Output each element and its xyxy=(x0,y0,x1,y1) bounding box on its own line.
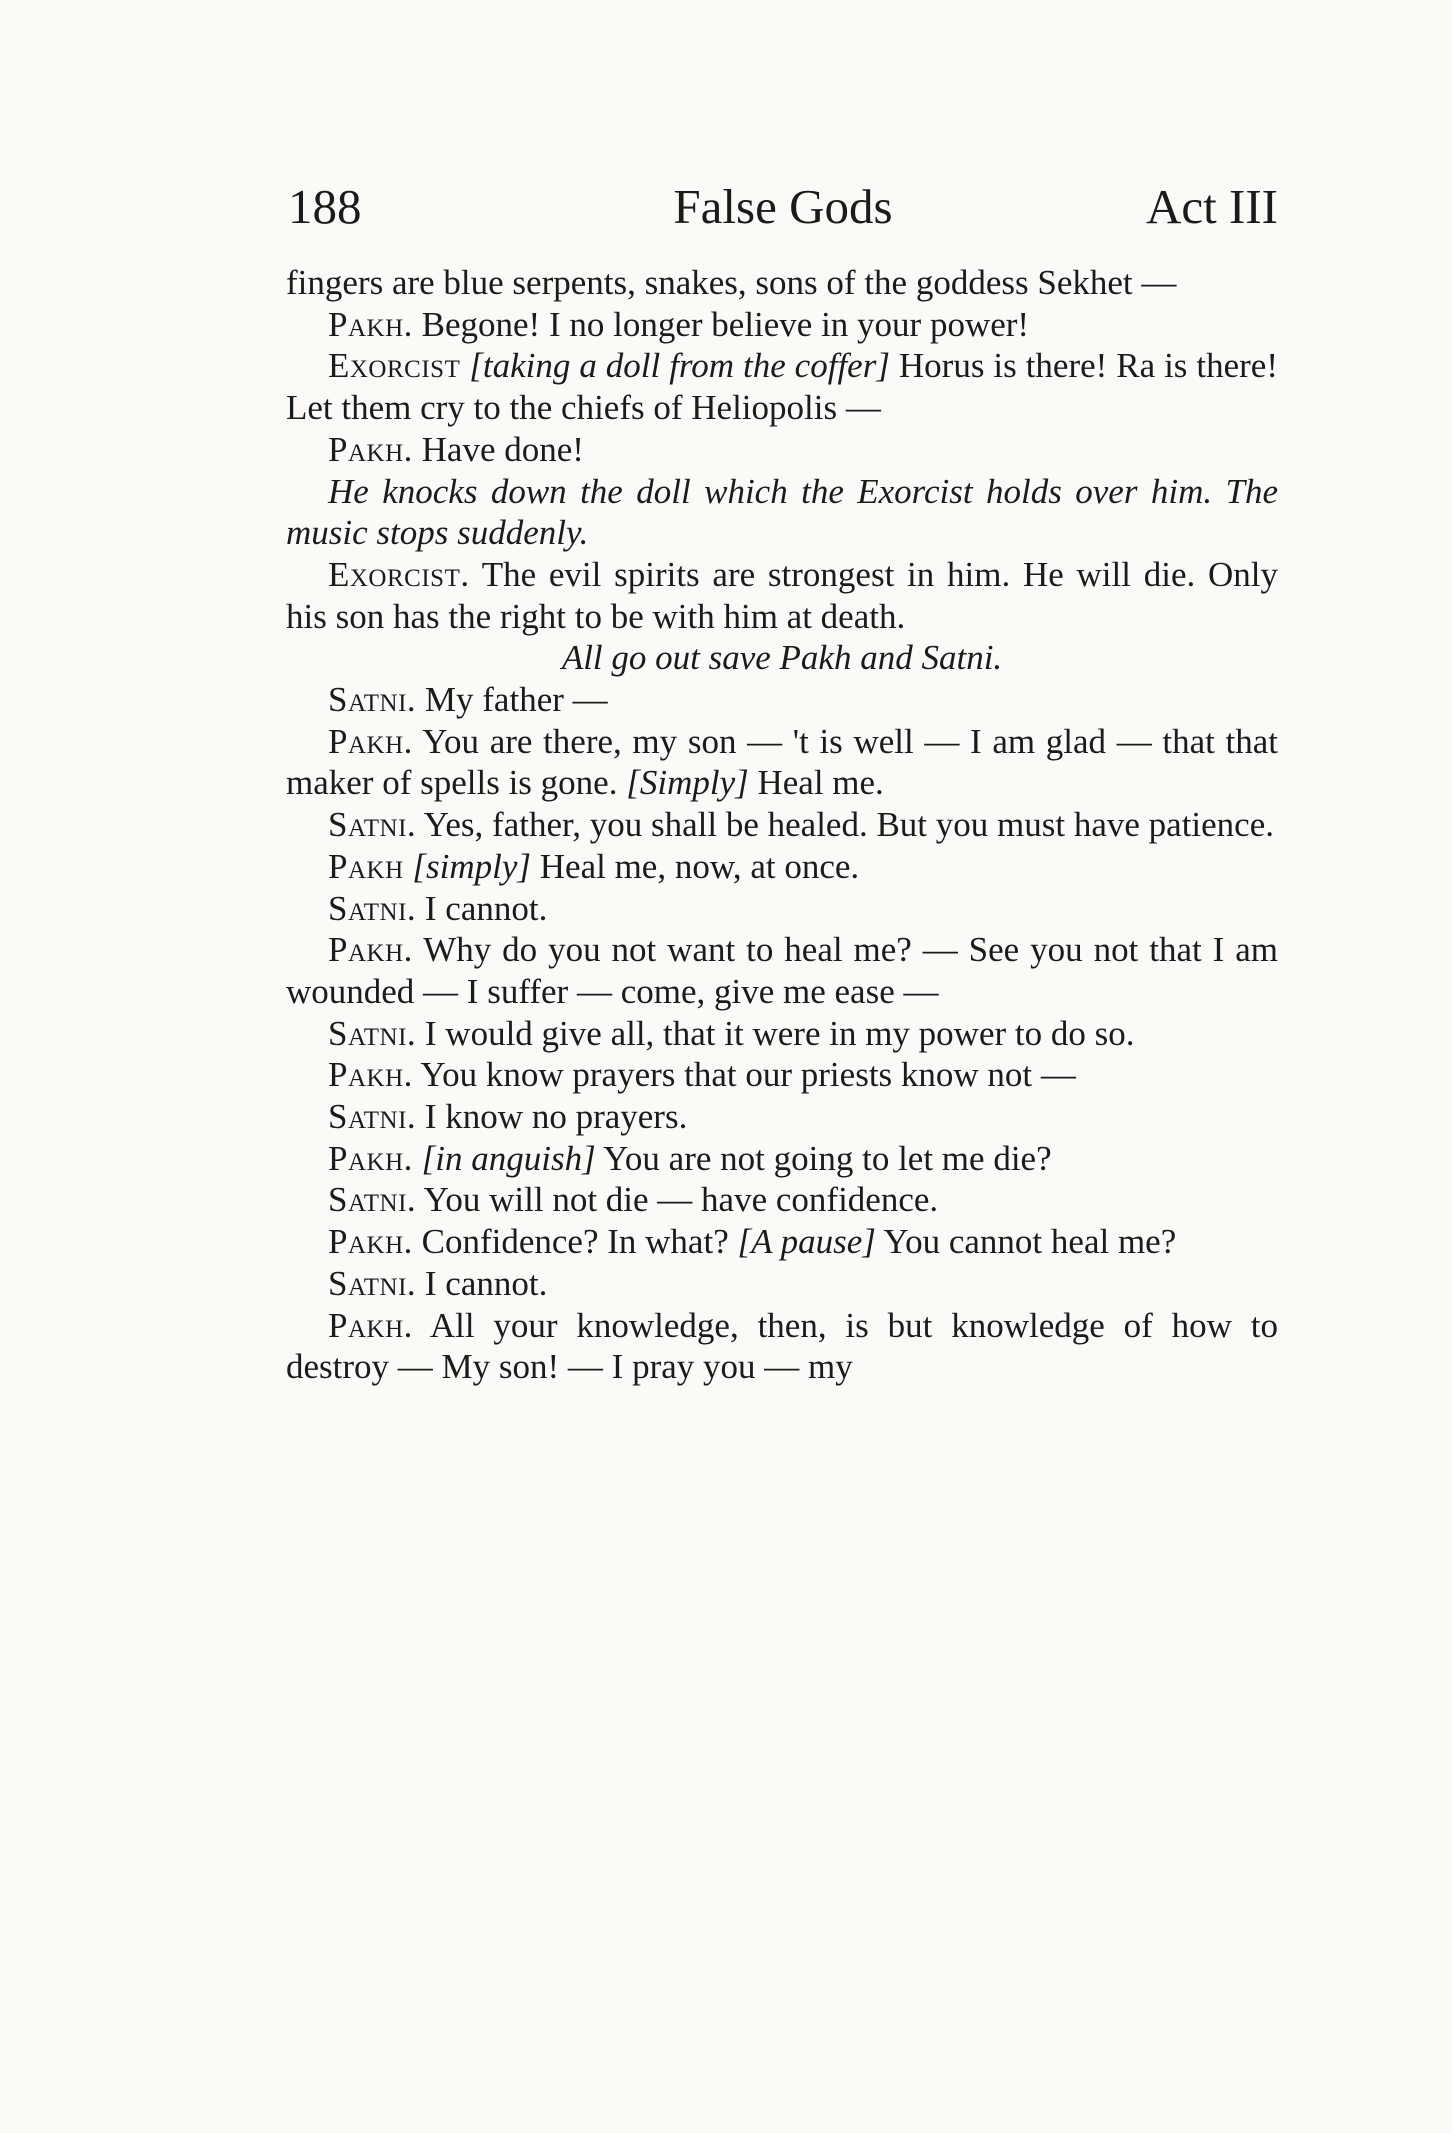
running-title: False Gods xyxy=(673,179,893,234)
speaker-name: Pakh. xyxy=(328,429,413,469)
stage-direction: [taking a doll from the coffer] xyxy=(469,346,890,386)
speech: Pakh. Have done! xyxy=(328,429,584,469)
speech: Satni. Yes, father, you shall be healed. But you must have patience. xyxy=(328,805,1274,845)
speaker-name: Exorcist xyxy=(328,346,461,386)
speech: Pakh. Confidence? In what? [A pause] You cannot heal me? xyxy=(328,1222,1177,1262)
stage-direction: He knocks down the doll which the Exorcist holds over him. The music stops suddenly. xyxy=(286,471,1278,553)
speaker-name: Pakh. xyxy=(328,1138,413,1178)
stage-direction-centered: All go out save Pakh and Satni. xyxy=(561,638,1003,678)
speech: Pakh. Begone! I no longer believe in your power! xyxy=(328,304,1030,344)
speaker-name: Pakh. xyxy=(328,1305,413,1345)
speech: Exorcist. The evil spirits are strongest in him. He will die. Only his son has the right to be with him at death. xyxy=(286,554,1278,636)
speaker-name: Satni. xyxy=(328,680,417,720)
continued-speech: fingers are blue serpents, snakes, sons of the goddess Sekhet — xyxy=(286,263,1177,302)
running-header xyxy=(288,172,1278,242)
speech: Satni. My father — xyxy=(328,680,608,720)
speaker-name: Pakh xyxy=(328,846,404,886)
speaker-name: Satni. xyxy=(328,888,417,928)
speaker-name: Pakh. xyxy=(328,304,413,344)
speech: Pakh. All your knowledge, then, is but knowledge of how to destroy — My son! — I pray you — my xyxy=(286,1305,1278,1387)
speech: Satni. You will not die — have confidence. xyxy=(328,1180,939,1220)
speaker-name: Satni. xyxy=(328,1263,417,1303)
speaker-name: Exorcist. xyxy=(328,554,470,594)
speech: Pakh. You know prayers that our priests know not — xyxy=(328,1055,1076,1095)
speech: Satni. I would give all, that it were in my power to do so. xyxy=(328,1013,1135,1053)
speaker-name: Pakh. xyxy=(328,721,413,761)
speaker-name: Satni. xyxy=(328,1180,417,1220)
stage-direction: [Simply] xyxy=(626,763,749,803)
speaker-name: Satni. xyxy=(328,1013,417,1053)
speech: Pakh [simply] Heal me, now, at once. xyxy=(328,846,860,886)
page-number: 188 xyxy=(288,179,362,234)
stage-direction: [in anguish] xyxy=(421,1138,596,1178)
play-text xyxy=(286,262,1278,1388)
stage-direction: [A pause] xyxy=(737,1222,876,1262)
speech: Satni. I know no prayers. xyxy=(328,1097,688,1137)
stage-direction: [simply] xyxy=(412,846,532,886)
speaker-name: Pakh. xyxy=(328,1055,413,1095)
speaker-name: Satni. xyxy=(328,805,417,845)
speech: Pakh. You are there, my son — 't is well — I am glad — that that maker of spells is gone. [Simply] Heal me. xyxy=(286,721,1278,803)
speaker-name: Satni. xyxy=(328,1097,417,1137)
speaker-name: Pakh. xyxy=(328,930,413,970)
speech: Satni. I cannot. xyxy=(328,1263,548,1303)
speaker-name: Pakh. xyxy=(328,1222,413,1262)
act-label: Act III xyxy=(1146,179,1278,234)
speech: Pakh. [in anguish] You are not going to let me die? xyxy=(328,1138,1052,1178)
speech: Exorcist [taking a doll from the coffer] Horus is there! Ra is there! Let them cry to the chiefs of Heliopolis — xyxy=(286,346,1278,428)
speech: Satni. I cannot. xyxy=(328,888,548,928)
speech: Pakh. Why do you not want to heal me? — See you not that I am wounded — I suffer — come, give me ease — xyxy=(286,930,1278,1011)
